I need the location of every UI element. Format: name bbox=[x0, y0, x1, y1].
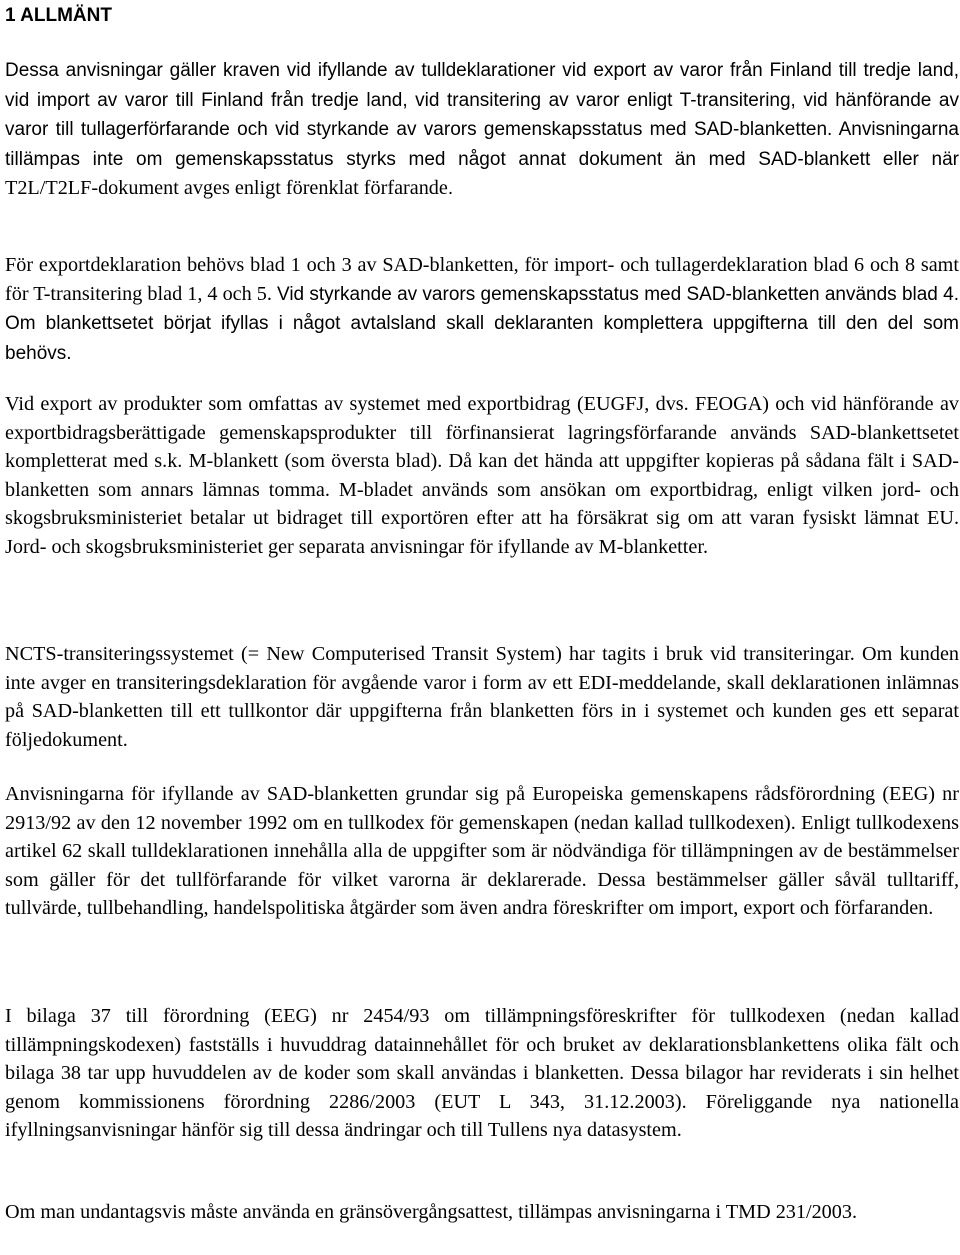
paragraph-scope-end: . bbox=[447, 178, 454, 200]
paragraph-scope bbox=[5, 56, 959, 204]
document-page bbox=[5, 0, 960, 1223]
paragraph-export-refunds: Vid export av produkter som omfattas av systemet med exportbidrag (EUGFJ, dvs. FEOGA) och vid hänförande av exportbidragsberättigade gemenskapsprodukter till förfinansierat lagringsförfarande används SAD-blankettsetet kompletterat med s.k. M-blankett (som översta blad). Då kan det hända att uppgifter kopieras på sådana fält i SAD-blanketten som annars lämnas tomma. M-bladet används som ansökan om exportbidrag, enligt vilken jord- och skogsbruksministeriet betalar ut bidraget till exportören efter att ha försäkrat sig om att varan fysiskt lämnat EU. Jord- och skogsbruksministeriet ger separata anvisningar för ifyllande av M-blanketter. bbox=[5, 393, 959, 558]
paragraph-sheets bbox=[5, 251, 959, 368]
section-heading: 1 ALLMÄNT bbox=[5, 5, 112, 26]
paragraph-border-certificate: Om man undantagsvis måste använda en gränsövergångsattest, tillämpas anvisningarna i TMD 231/2003. bbox=[5, 1201, 858, 1223]
paragraph-sheets-text-b: Vid styrkande av varors gemenskapsstatus med SAD-blanketten används blad 4. Om blankettsetet börjat ifyllas i något avtalsland skall deklaranten komplettera uppgifterna till den del som behövs. bbox=[5, 283, 960, 364]
paragraph-scope-t2l-text: T2L/T2LF-dokument avges enligt förenklat förfarande bbox=[5, 177, 448, 200]
paragraph-ncts: NCTS-transiteringssystemet (= New Computerised Transit System) har tagits i bruk vid transiteringar. Om kunden inte avger en transiteringsdeklaration för avgående varor i form av ett EDI-meddelande, skall deklarationen inlämnas på SAD-blanketten till ett tullkontor där uppgifterna från blanketten förs in i systemet och kunden ges ett separat följedokument. bbox=[5, 643, 959, 751]
paragraph-annex: I bilaga 37 till förordning (EEG) nr 2454/93 om tillämpningsföreskrifter för tullkodexen (nedan kallad tillämpningskodexen) fastställs i huvuddrag datainnehållet för och bruket av deklarationsblankettens olika fält och bilaga 38 tar upp huvuddelen av de koder som skall användas i blanketten. Dessa bilagor har reviderats i sin helhet genom kommissionens förordning 2286/2003 (EUT L 343, 31.12.2003). Föreliggande nya nationella ifyllningsanvisningar hänför sig till dessa ändringar och till Tullens nya datasystem. bbox=[5, 1005, 959, 1142]
paragraph-sheets-text-a: För exportdeklaration behövs blad 1 och 3 av SAD-blanketten, för import- och tullagerdeklaration blad 6 och 8 samt för T-transitering blad 1, 4 och 5. bbox=[5, 254, 959, 305]
paragraph-customs-code: Anvisningarna för ifyllande av SAD-blanketten grundar sig på Europeiska gemenskapens rådsförordning (EEG) nr 2913/92 av den 12 november 1992 om en tullkodex för gemenskapen (nedan kallad tullkodexen). Enligt tullkodexens artikel 62 skall tulldeklarationen innehålla alla de uppgifter som är nödvändiga för tillämpningen av de bestämmelser som gäller för det tullförfarande för vilket varorna är deklarerade. Dessa bestämmelser gäller såväl tulltariff, tullvärde, tullbehandling, handelspolitiska åtgärder som även andra föreskrifter om import, export och förfaranden. bbox=[5, 783, 959, 920]
paragraph-scope-text: Dessa anvisningar gäller kraven vid ifyllande av tulldeklarationer vid export av varor från Finland till tredje land, vid import av varor till Finland från tredje land, vid transitering av varor enligt T-transitering, vid hänförande av varor till tullagerförfarande och vid styrkande av varors gemenskapsstatus med SAD-blanketten. Anvisningarna tillämpas inte om gemenskapsstatus styrks med något annat dokument än med SAD-blankett eller när bbox=[5, 60, 959, 170]
